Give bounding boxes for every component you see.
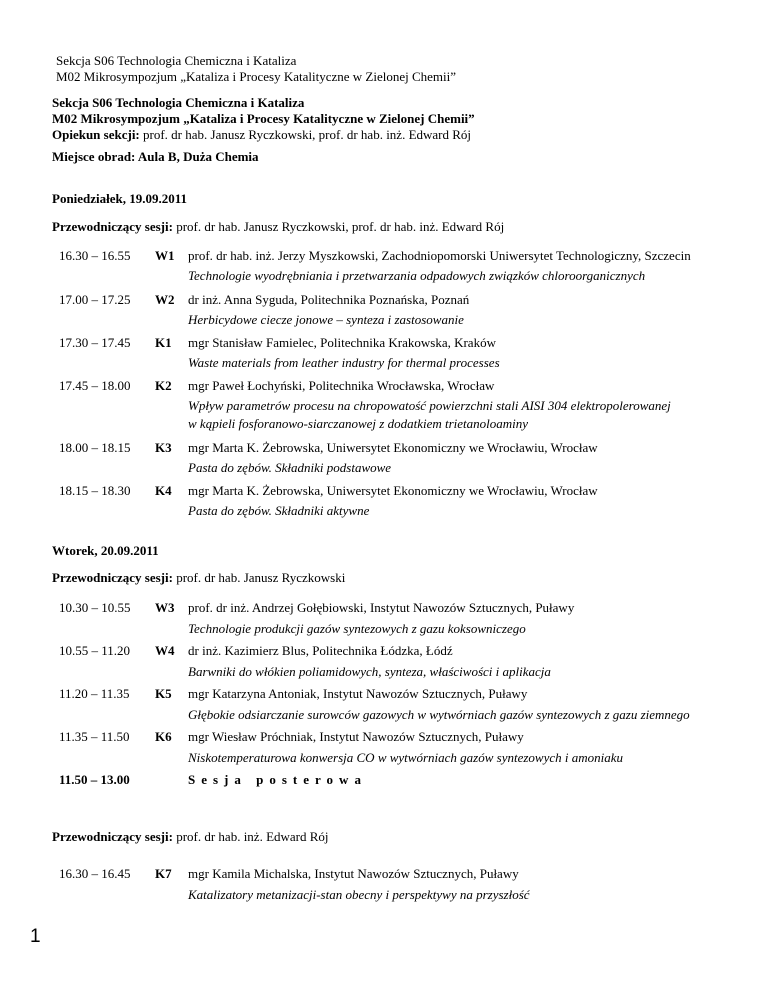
- talk-code: K5: [155, 686, 172, 701]
- running-header-line-2: M02 Mikrosympozjum „Kataliza i Procesy Katalityczne w Zielonej Chemii”: [56, 69, 457, 84]
- talk-title-continued: w kąpieli fosforanowo-siarczanowej z dodatkiem trietanoloaminy: [188, 416, 529, 431]
- talk-speaker: [188, 643, 453, 659]
- speaker-affiliation: , Instytut Nawozów Sztucznych, Puławy: [307, 866, 519, 881]
- talk-time: 18.00 – 18.15: [59, 440, 131, 455]
- speaker-name: mgr Stanisław Famielec: [188, 335, 314, 350]
- talk-time: 18.15 – 18.30: [59, 483, 131, 498]
- speaker-name: mgr Marta K. Żebrowska: [188, 483, 321, 498]
- speaker-name: mgr Wiesław Próchniak: [188, 729, 313, 744]
- speaker-name: dr inż. Kazimierz Blus: [188, 643, 306, 658]
- talk-speaker: [188, 866, 519, 882]
- talk-code: K6: [155, 729, 172, 744]
- speaker-affiliation: , Uniwersytet Ekonomiczny we Wrocławiu, Wrocław: [320, 440, 598, 455]
- talk-speaker: [188, 292, 469, 308]
- speaker-affiliation: , Instytut Nawozów Sztucznych, Puławy: [316, 686, 528, 701]
- talk-code: W3: [155, 600, 175, 615]
- talk-time: 10.30 – 10.55: [59, 600, 131, 615]
- talk-time: 17.00 – 17.25: [59, 292, 131, 307]
- talk-speaker: [188, 335, 496, 351]
- session-chair-tuesday-afternoon: [52, 829, 329, 845]
- speaker-name: mgr Kamila Michalska: [188, 866, 308, 881]
- running-header-line-1: Sekcja S06 Technologia Chemiczna i Kataliza: [56, 53, 297, 68]
- speaker-name: prof. dr inż. Andrzej Gołębiowski: [188, 600, 364, 615]
- speaker-name: prof. dr hab. inż. Jerzy Myszkowski: [188, 248, 376, 263]
- talk-title: Technologie wyodrębniania i przetwarzania odpadowych związków chloroorganicznych: [188, 268, 646, 283]
- talk-speaker: [188, 248, 691, 264]
- speaker-affiliation: , Instytut Nawozów Sztucznych, Puławy: [363, 600, 575, 615]
- venue: [52, 149, 259, 165]
- supervisor-label: Opiekun sekcji:: [52, 127, 140, 142]
- talk-code: W2: [155, 292, 175, 307]
- poster-session-label: Sesja posterowa: [188, 772, 367, 787]
- running-header: [56, 53, 456, 85]
- chair-label: Przewodniczący sesji:: [52, 219, 173, 234]
- talk-title: Katalizatory metanizacji-stan obecny i perspektywy na przyszłość: [188, 887, 530, 902]
- supervisor-value: prof. dr hab. Janusz Ryczkowski, prof. dr hab. inż. Edward Rój: [139, 127, 472, 142]
- talk-code: K2: [155, 378, 172, 393]
- talk-speaker: [188, 600, 574, 616]
- talk-speaker: [188, 686, 527, 702]
- speaker-affiliation: , Instytut Nawozów Sztucznych, Puławy: [312, 729, 524, 744]
- speaker-affiliation: , Uniwersytet Ekonomiczny we Wrocławiu, Wrocław: [320, 483, 598, 498]
- session-chair-tuesday: [52, 570, 345, 586]
- poster-session-time: 11.50 – 13.00: [59, 772, 130, 787]
- talk-code: W1: [155, 248, 175, 263]
- talk-code: W4: [155, 643, 175, 658]
- chair-label: Przewodniczący sesji:: [52, 570, 173, 585]
- talk-title: Pasta do zębów. Składniki aktywne: [188, 503, 370, 518]
- talk-title: Barwniki do włókien poliamidowych, synteza, właściwości i aplikacja: [188, 664, 551, 679]
- speaker-name: dr inż. Anna Syguda: [188, 292, 295, 307]
- speaker-affiliation: , Politechnika Łódzka, Łódź: [305, 643, 453, 658]
- day-heading-monday: Poniedziałek, 19.09.2011: [52, 191, 188, 206]
- talk-title: Głębokie odsiarczanie surowców gazowych w wytwórniach gazów syntezowych z gazu ziemnego: [188, 707, 690, 722]
- talk-time: 10.55 – 11.20: [59, 643, 131, 658]
- talk-speaker: [188, 483, 598, 499]
- chair-label: Przewodniczący sesji:: [52, 829, 173, 844]
- talk-code: K1: [155, 335, 172, 350]
- session-chair-monday: [52, 219, 504, 235]
- speaker-name: mgr Katarzyna Antoniak: [188, 686, 317, 701]
- talk-code: K4: [155, 483, 172, 498]
- speaker-affiliation: , Politechnika Krakowska, Kraków: [313, 335, 496, 350]
- talk-time: 16.30 – 16.45: [59, 866, 131, 881]
- section-title: Sekcja S06 Technologia Chemiczna i Kataliza: [52, 95, 305, 110]
- talk-title: Technologie produkcji gazów syntezowych z gazu koksowniczego: [188, 621, 526, 636]
- speaker-name: mgr Marta K. Żebrowska: [188, 440, 321, 455]
- talk-time: 16.30 – 16.55: [59, 248, 131, 263]
- speaker-name: mgr Paweł Łochyński: [188, 378, 303, 393]
- speaker-affiliation: , Politechnika Poznańska, Poznań: [294, 292, 470, 307]
- page-number: 1: [30, 926, 41, 947]
- venue-value: Aula B, Duża Chemia: [135, 149, 259, 164]
- talk-time: 17.45 – 18.00: [59, 378, 131, 393]
- talk-title: Niskotemperaturowa konwersja CO w wytwórniach gazów syntezowych i amoniaku: [188, 750, 623, 765]
- speaker-affiliation: , Politechnika Wrocławska, Wrocław: [302, 378, 495, 393]
- talk-code: K7: [155, 866, 172, 881]
- talk-speaker: [188, 729, 524, 745]
- chair-value: prof. dr hab. Janusz Ryczkowski, prof. dr hab. inż. Edward Rój: [172, 219, 505, 234]
- venue-label: Miejsce obrad:: [52, 149, 136, 164]
- chair-value: prof. dr hab. Janusz Ryczkowski: [172, 570, 346, 585]
- talk-time: 11.20 – 11.35: [59, 686, 130, 701]
- talk-time: 11.35 – 11.50: [59, 729, 130, 744]
- talk-speaker: [188, 440, 598, 456]
- talk-title: Waste materials from leather industry for thermal processes: [188, 355, 500, 370]
- symposium-title: M02 Mikrosympozjum „Kataliza i Procesy Katalityczne w Zielonej Chemii”: [52, 111, 475, 126]
- day-heading-tuesday: Wtorek, 20.09.2011: [52, 543, 159, 558]
- talk-code: K3: [155, 440, 172, 455]
- speaker-affiliation: , Zachodniopomorski Uniwersytet Technologiczny, Szczecin: [375, 248, 691, 263]
- section-header: [52, 95, 475, 143]
- talk-speaker: [188, 378, 494, 394]
- talk-time: 17.30 – 17.45: [59, 335, 131, 350]
- talk-title: Herbicydowe ciecze jonowe – synteza i zastosowanie: [188, 312, 464, 327]
- section-supervisor: [52, 127, 475, 143]
- chair-value: prof. dr hab. inż. Edward Rój: [172, 829, 329, 844]
- talk-title: Wpływ parametrów procesu na chropowatość powierzchni stali AISI 304 elektropolerowanej: [188, 398, 671, 413]
- talk-title: Pasta do zębów. Składniki podstawowe: [188, 460, 392, 475]
